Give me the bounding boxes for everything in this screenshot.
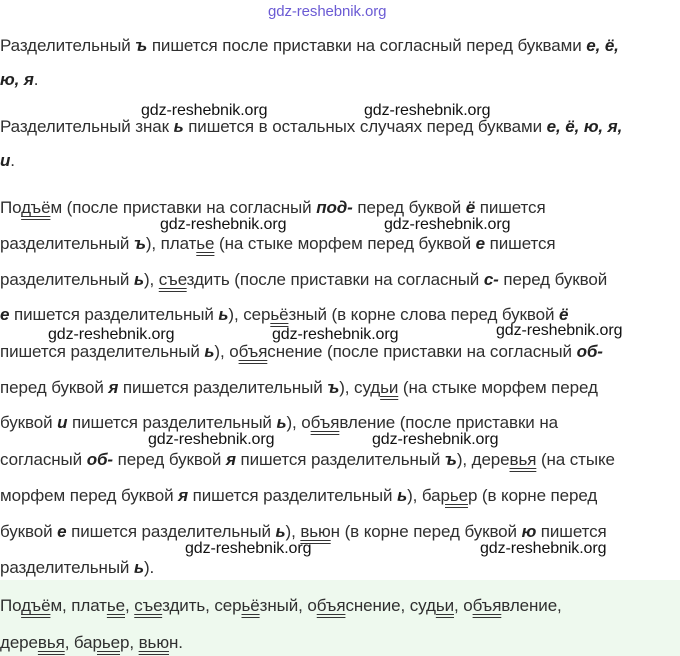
letter: ь (397, 486, 408, 505)
text: вление, (501, 596, 562, 615)
text: пишется (485, 234, 556, 253)
letter: я (225, 450, 236, 469)
text: здить (после приставки на согласный (186, 270, 484, 289)
text: пишется разделительный (66, 522, 276, 541)
explanation-line (0, 234, 556, 254)
text: перед буквой (352, 198, 466, 217)
rule-soft-sign (0, 117, 622, 137)
rule-hard-sign-cont (0, 70, 38, 90)
explanation-line (0, 270, 607, 290)
letter: ё (559, 305, 569, 324)
text: разделительный (0, 234, 134, 253)
highlight: съе (134, 596, 163, 615)
text: р (в корне перед (467, 486, 598, 505)
text: буквой (0, 522, 58, 541)
rule-soft-sign-cont (0, 151, 15, 171)
text: ), ба (407, 486, 441, 505)
highlight: бъя (310, 413, 340, 432)
watermark: gdz-reshebnik.org (364, 102, 491, 119)
rule-hard-sign (0, 36, 619, 56)
letter: е (475, 234, 486, 253)
text: Разделительный знак (0, 117, 174, 136)
watermark: gdz-reshebnik.org (185, 540, 312, 557)
highlight: съе (158, 270, 187, 289)
explanation-line (0, 486, 597, 506)
letter: ь (133, 270, 144, 289)
explanation-line (0, 198, 546, 218)
text: перед буквой (0, 378, 109, 397)
text: По (0, 596, 22, 615)
watermark: gdz-reshebnik.org (141, 102, 268, 119)
letter: я (178, 486, 189, 505)
letters: е, ё, ю, я, (546, 117, 623, 136)
text: перед буквой (112, 450, 226, 469)
letter: ъ (135, 36, 148, 55)
letter: ъ (133, 234, 146, 253)
letter: ь (204, 342, 215, 361)
text: буквой (0, 413, 58, 432)
text: (на стыке морфем перед буквой (214, 234, 476, 253)
text: н (в корне перед буквой (330, 522, 522, 541)
text: зный (в корне слова перед буквой (288, 305, 560, 324)
text: пишется (536, 522, 607, 541)
watermark: gdz-reshebnik.org (148, 431, 275, 448)
text: ), плат (145, 234, 197, 253)
text: м, плат (50, 596, 107, 615)
letter: ь (133, 558, 144, 577)
highlight: вью (300, 522, 331, 541)
text: . (33, 70, 39, 89)
text: , ба (64, 633, 93, 652)
text: м (после приставки на согласный (50, 198, 317, 217)
watermark: gdz-reshebnik.org (384, 216, 511, 233)
highlight: ьи (435, 596, 454, 615)
text: Разделительный (0, 36, 136, 55)
explanation-line (0, 413, 558, 433)
text: (на стыке морфем перед (398, 378, 598, 397)
highlight: вья (509, 450, 537, 469)
letters: е, ё, (586, 36, 619, 55)
explanation-line (0, 558, 154, 578)
prefix: с- (483, 270, 499, 289)
prefix: об- (86, 450, 113, 469)
letter: ъ (444, 450, 457, 469)
letter: ё (465, 198, 476, 217)
letter: ь (173, 117, 184, 136)
text: ), дере (456, 450, 510, 469)
letter: е (0, 305, 10, 324)
text: пишется (475, 198, 546, 217)
text: согласный (0, 450, 87, 469)
letter: ю (521, 522, 537, 541)
letter: ь (276, 413, 287, 432)
letter: и (0, 151, 11, 170)
answer-line (0, 633, 183, 653)
letter: ь (218, 305, 229, 324)
highlight: вья (37, 633, 65, 652)
text: . (10, 151, 15, 170)
text: ), (285, 522, 301, 541)
text: вление (после приставки на (339, 413, 558, 432)
highlight: рье (92, 633, 121, 652)
text: По (0, 198, 22, 217)
text: пишется после приставки на согласный перед буквами (147, 36, 587, 55)
highlight: бъя (472, 596, 502, 615)
explanation-line (0, 342, 603, 362)
text: ), сер (228, 305, 271, 324)
highlight: ьи (380, 378, 399, 397)
text: пишется разделительный (188, 486, 398, 505)
letter: е (57, 522, 67, 541)
watermark: gdz-reshebnik.org (480, 540, 607, 557)
text: ), (143, 270, 159, 289)
text: снение, суд (345, 596, 436, 615)
answer-line (0, 596, 562, 616)
watermark: gdz-reshebnik.org (272, 326, 399, 343)
explanation-line (0, 522, 607, 542)
text: пишется разделительный (9, 305, 219, 324)
highlight: бъя (238, 342, 268, 361)
text: пишется разделительный (118, 378, 328, 397)
text: ). (143, 558, 155, 577)
highlight: дъё (21, 596, 51, 615)
watermark: gdz-reshebnik.org (48, 326, 175, 343)
text: , (125, 596, 135, 615)
text: снение (после приставки на согласный (267, 342, 577, 361)
letter: ь (275, 522, 286, 541)
highlight: ьё (270, 305, 289, 324)
text: (на стыке (536, 450, 615, 469)
text: пишется разделительный (0, 342, 205, 361)
text: дере (0, 633, 38, 652)
watermark: gdz-reshebnik.org (496, 322, 623, 339)
text: , о (453, 596, 473, 615)
text: разделительный (0, 270, 134, 289)
text: ), о (214, 342, 239, 361)
letter: я (108, 378, 119, 397)
text: пишется в остальных случаях перед буквами (183, 117, 547, 136)
text: н. (168, 633, 183, 652)
text: зный, о (259, 596, 317, 615)
prefix: об- (576, 342, 603, 361)
highlight: рье (440, 486, 468, 505)
prefix: под- (316, 198, 353, 217)
highlight: ье (196, 234, 215, 253)
letter: ъ (327, 378, 340, 397)
text: ), суд (339, 378, 381, 397)
highlight: бъя (316, 596, 346, 615)
text: ), о (286, 413, 311, 432)
text: морфем перед буквой (0, 486, 179, 505)
text: пишется разделительный (235, 450, 445, 469)
text: разделительный (0, 558, 134, 577)
text: здить, сер (162, 596, 242, 615)
highlight: дъё (21, 198, 51, 217)
watermark: gdz-reshebnik.org (372, 431, 499, 448)
highlight: ьё (241, 596, 260, 615)
letters: ю, я (0, 70, 34, 89)
explanation-line (0, 378, 598, 398)
text: р, (120, 633, 139, 652)
highlight: вью (138, 633, 169, 652)
letter: и (57, 413, 68, 432)
watermark: gdz-reshebnik.org (160, 216, 287, 233)
text: пишется разделительный (67, 413, 277, 432)
watermark: gdz-reshebnik.org (268, 3, 387, 20)
explanation-line (0, 305, 568, 325)
highlight: ье (106, 596, 125, 615)
explanation-line (0, 450, 615, 470)
text: перед буквой (498, 270, 608, 289)
